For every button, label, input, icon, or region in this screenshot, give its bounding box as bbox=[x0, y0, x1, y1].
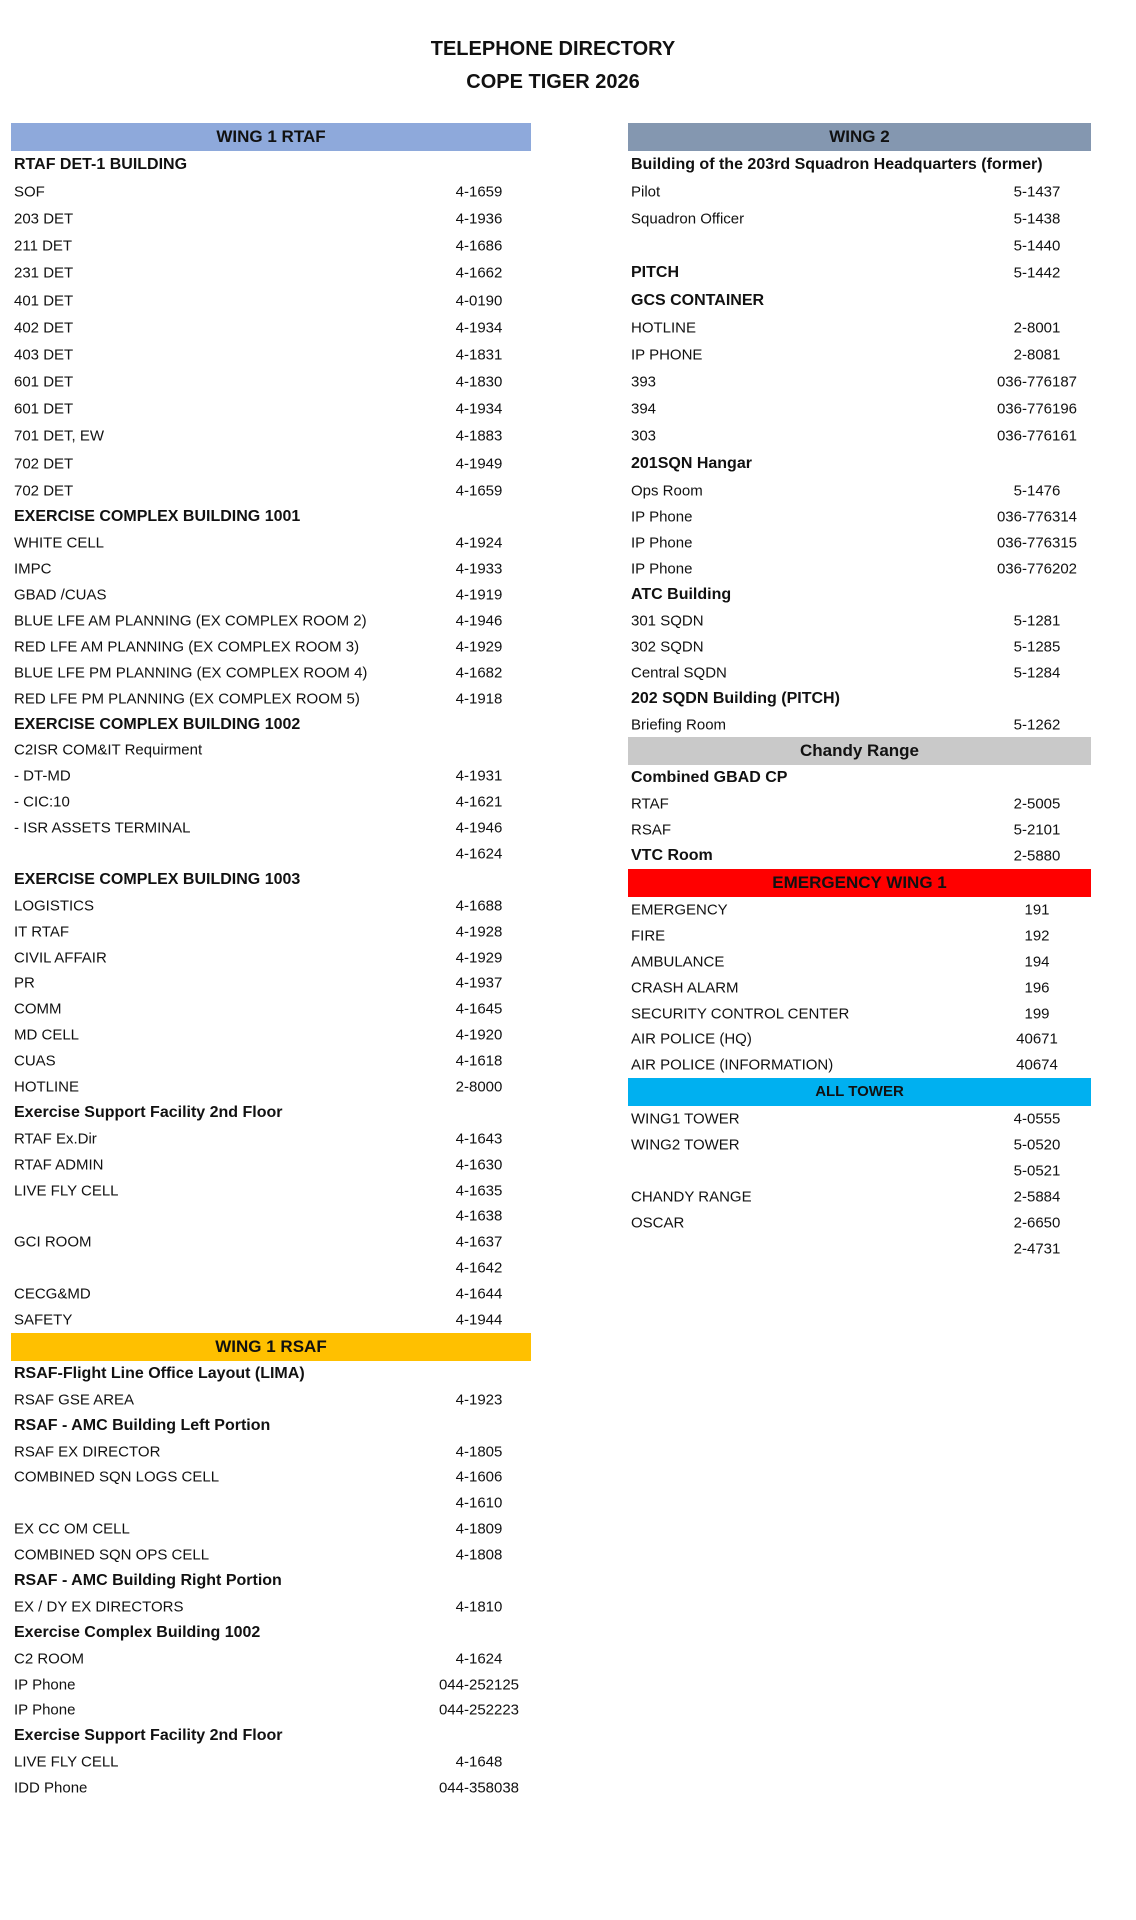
directory-entry bbox=[628, 1026, 1091, 1052]
entry-label: IP Phone bbox=[14, 1676, 76, 1694]
entry-label: CECG&MD bbox=[14, 1285, 91, 1303]
entry-label: SECURITY CONTROL CENTER bbox=[631, 1005, 850, 1023]
directory-entry bbox=[11, 1126, 531, 1152]
entry-label: 702 DET bbox=[14, 482, 74, 500]
phone-number: 4-1644 bbox=[455, 1285, 503, 1303]
directory-entry bbox=[11, 970, 531, 996]
phone-number: 4-1638 bbox=[455, 1207, 503, 1225]
directory-entry bbox=[628, 634, 1091, 660]
directory-entry bbox=[628, 1001, 1091, 1027]
phone-number: 4-1808 bbox=[455, 1546, 503, 1564]
entry-label: CHANDY RANGE bbox=[631, 1188, 752, 1206]
directory-entry bbox=[628, 205, 1091, 232]
directory-entry bbox=[628, 843, 1091, 869]
phone-number: 4-1929 bbox=[455, 638, 503, 656]
directory-entry bbox=[11, 1281, 531, 1307]
directory-entry bbox=[11, 1439, 531, 1465]
phone-number: 5-1440 bbox=[1013, 237, 1061, 255]
directory-entry bbox=[11, 815, 531, 841]
page-title: TELEPHONE DIRECTORY bbox=[430, 38, 676, 60]
phone-number: 5-1442 bbox=[1013, 264, 1061, 282]
entry-label: SOF bbox=[14, 183, 45, 201]
entry-label: 301 SQDN bbox=[631, 612, 704, 630]
entry-label: 202 SQDN Building (PITCH) bbox=[631, 689, 840, 707]
phone-number: 5-1262 bbox=[1013, 716, 1061, 733]
directory-entry bbox=[628, 975, 1091, 1001]
directory-entry bbox=[628, 923, 1091, 949]
subsection-heading bbox=[11, 712, 531, 738]
entry-label: SAFETY bbox=[14, 1311, 73, 1329]
directory-entry bbox=[628, 178, 1091, 205]
phone-number: 4-1924 bbox=[455, 534, 503, 552]
section-title: WING 1 RSAF bbox=[215, 1336, 327, 1356]
directory-entry bbox=[11, 789, 531, 815]
entry-label: EXERCISE COMPLEX BUILDING 1003 bbox=[14, 870, 301, 888]
entry-label: RTAF ADMIN bbox=[14, 1156, 104, 1174]
entry-label: RTAF Ex.Dir bbox=[14, 1130, 97, 1148]
directory-entry bbox=[11, 287, 531, 314]
entry-label: AIR POLICE (HQ) bbox=[631, 1030, 752, 1048]
phone-number: 4-1931 bbox=[455, 767, 503, 785]
section-header-chandy-range bbox=[628, 737, 1091, 765]
entry-label: GCS CONTAINER bbox=[631, 291, 765, 309]
phone-number: 4-1630 bbox=[455, 1156, 503, 1174]
directory-entry bbox=[11, 369, 531, 396]
phone-number: 4-1936 bbox=[455, 210, 503, 228]
subsection-heading bbox=[628, 582, 1091, 608]
entry-label: BLUE LFE PM PLANNING (EX COMPLEX ROOM 4) bbox=[14, 664, 368, 682]
phone-number: 036-776161 bbox=[996, 427, 1078, 445]
subsection-heading bbox=[11, 504, 531, 530]
phone-number: 036-776187 bbox=[996, 373, 1078, 391]
directory-entry bbox=[11, 1255, 531, 1281]
entry-label: IDD Phone bbox=[14, 1779, 88, 1797]
phone-number: 4-1929 bbox=[455, 949, 503, 967]
directory-entry bbox=[11, 582, 531, 608]
phone-number: 4-1830 bbox=[455, 373, 503, 391]
entry-label: Squadron Officer bbox=[631, 210, 745, 228]
phone-number: 5-1476 bbox=[1013, 482, 1061, 500]
subsection-heading bbox=[11, 1723, 531, 1749]
phone-number: 4-1688 bbox=[455, 897, 503, 915]
directory-entry bbox=[628, 1236, 1091, 1262]
phone-number: 044-358038 bbox=[438, 1779, 520, 1797]
left-column-directory bbox=[11, 123, 531, 1801]
entry-label: 702 DET bbox=[14, 455, 74, 473]
entry-label: RTAF DET-1 BUILDING bbox=[14, 155, 188, 173]
phone-number: 2-5005 bbox=[1013, 795, 1061, 813]
entry-label: 394 bbox=[631, 400, 657, 418]
directory-entry bbox=[628, 530, 1091, 556]
directory-entry bbox=[11, 945, 531, 971]
directory-entry bbox=[11, 841, 531, 867]
entry-label: CUAS bbox=[14, 1052, 56, 1070]
entry-label: RSAF bbox=[631, 821, 672, 839]
section-header-wing-1-rsaf bbox=[11, 1333, 531, 1361]
directory-entry bbox=[11, 1542, 531, 1568]
entry-label: IP Phone bbox=[631, 560, 693, 578]
entry-label: RSAF GSE AREA bbox=[14, 1391, 135, 1409]
phone-number: 5-1437 bbox=[1013, 183, 1061, 201]
phone-number: 4-1662 bbox=[455, 264, 503, 282]
phone-number: 5-1284 bbox=[1013, 664, 1061, 682]
phone-number: 036-776314 bbox=[996, 508, 1078, 526]
directory-entry bbox=[11, 1152, 531, 1178]
subsection-heading bbox=[11, 867, 531, 893]
directory-entry bbox=[11, 763, 531, 789]
directory-entry bbox=[11, 1698, 531, 1724]
directory-entry bbox=[11, 1490, 531, 1516]
directory-entry bbox=[11, 1646, 531, 1672]
entry-label: IP PHONE bbox=[631, 346, 703, 364]
directory-entry bbox=[628, 1052, 1091, 1078]
phone-number: 4-1610 bbox=[455, 1494, 503, 1512]
phone-number: 5-2101 bbox=[1013, 821, 1061, 839]
entry-label: GBAD /CUAS bbox=[14, 586, 107, 604]
entry-label: IP Phone bbox=[631, 534, 693, 552]
directory-entry bbox=[628, 791, 1091, 817]
entry-label: HOTLINE bbox=[14, 1078, 80, 1096]
entry-label: GCI ROOM bbox=[14, 1233, 92, 1251]
entry-label: RTAF bbox=[631, 795, 669, 813]
phone-number: 4-1624 bbox=[455, 845, 503, 863]
entry-label: Building of the 203rd Squadron Headquarters (former) bbox=[631, 155, 1043, 173]
entry-label: 402 DET bbox=[14, 319, 74, 337]
directory-entry bbox=[11, 1749, 531, 1775]
subsection-heading bbox=[11, 737, 531, 763]
entry-label: C2 ROOM bbox=[14, 1650, 85, 1668]
phone-number: 4-1934 bbox=[455, 319, 503, 337]
entry-label: Exercise Support Facility 2nd Floor bbox=[14, 1103, 283, 1121]
phone-number: 4-1918 bbox=[455, 690, 503, 708]
section-title: Chandy Range bbox=[799, 741, 920, 761]
phone-number: 4-1635 bbox=[455, 1182, 503, 1200]
phone-number: 4-1946 bbox=[455, 819, 503, 837]
section-header-emergency-wing-1 bbox=[628, 869, 1091, 897]
phone-number: 4-1810 bbox=[455, 1598, 503, 1616]
entry-label: 203 DET bbox=[14, 210, 74, 228]
directory-entry bbox=[11, 178, 531, 205]
entry-label: 403 DET bbox=[14, 346, 74, 364]
entry-label: IP Phone bbox=[14, 1701, 76, 1719]
phone-number: 2-8081 bbox=[1013, 346, 1061, 364]
directory-entry bbox=[11, 556, 531, 582]
phone-number: 4-1624 bbox=[455, 1650, 503, 1668]
subsection-heading bbox=[11, 1100, 531, 1126]
directory-entry bbox=[628, 477, 1091, 504]
phone-number: 40671 bbox=[1016, 1030, 1058, 1048]
directory-entry bbox=[628, 233, 1091, 260]
entry-label: RED LFE AM PLANNING (EX COMPLEX ROOM 3) bbox=[14, 638, 360, 656]
entry-label: LOGISTICS bbox=[14, 897, 95, 915]
directory-entry bbox=[628, 949, 1091, 975]
phone-number: 4-1937 bbox=[455, 974, 503, 992]
phone-number: 4-1946 bbox=[455, 612, 503, 630]
directory-entry bbox=[628, 396, 1091, 423]
directory-entry bbox=[11, 205, 531, 232]
phone-number: 4-1682 bbox=[455, 664, 503, 682]
phone-number: 4-1919 bbox=[455, 586, 503, 604]
directory-entry bbox=[11, 1387, 531, 1413]
directory-entry bbox=[628, 1158, 1091, 1184]
directory-entry bbox=[11, 1672, 531, 1698]
phone-number: 4-1645 bbox=[455, 1000, 503, 1018]
phone-number: 4-1934 bbox=[455, 400, 503, 418]
entry-label: EXERCISE COMPLEX BUILDING 1002 bbox=[14, 715, 301, 733]
phone-number: 036-776202 bbox=[996, 560, 1078, 578]
phone-number: 4-1920 bbox=[455, 1026, 503, 1044]
phone-number: 2-8001 bbox=[1013, 319, 1061, 337]
section-title: ALL TOWER bbox=[815, 1083, 904, 1101]
directory-entry bbox=[11, 893, 531, 919]
subsection-heading bbox=[11, 151, 531, 178]
phone-number: 4-1642 bbox=[455, 1259, 503, 1277]
directory-entry bbox=[11, 1178, 531, 1204]
entry-label: OSCAR bbox=[631, 1214, 685, 1232]
entry-label: 393 bbox=[631, 373, 657, 391]
entry-label: 231 DET bbox=[14, 264, 74, 282]
page-subtitle: COPE TIGER 2026 bbox=[466, 71, 640, 93]
entry-label: RSAF EX DIRECTOR bbox=[14, 1443, 161, 1461]
entry-label: VTC Room bbox=[631, 847, 713, 865]
entry-label: BLUE LFE AM PLANNING (EX COMPLEX ROOM 2) bbox=[14, 612, 367, 630]
subsection-heading bbox=[628, 686, 1091, 712]
phone-number: 4-1659 bbox=[455, 183, 503, 201]
directory-entry bbox=[628, 1106, 1091, 1132]
section-title: WING 2 bbox=[829, 127, 890, 146]
directory-entry bbox=[11, 233, 531, 260]
directory-entry bbox=[11, 1048, 531, 1074]
directory-entry bbox=[628, 712, 1091, 738]
directory-entry bbox=[628, 660, 1091, 686]
phone-number: 2-8000 bbox=[455, 1078, 503, 1096]
entry-label: - CIC:10 bbox=[14, 793, 70, 811]
phone-number: 2-5880 bbox=[1013, 847, 1061, 865]
phone-number: 5-1438 bbox=[1013, 210, 1061, 228]
phone-number: 044-252223 bbox=[438, 1701, 520, 1719]
section-title: WING 1 RTAF bbox=[216, 127, 326, 146]
entry-label: LIVE FLY CELL bbox=[14, 1753, 119, 1771]
entry-label: WING2 TOWER bbox=[631, 1136, 740, 1154]
directory-entry bbox=[11, 1465, 531, 1491]
directory-entry bbox=[628, 260, 1091, 287]
entry-label: FIRE bbox=[631, 927, 666, 945]
directory-entry bbox=[11, 1022, 531, 1048]
directory-entry bbox=[628, 1210, 1091, 1236]
phone-number: 40674 bbox=[1016, 1056, 1058, 1074]
entry-label: Pilot bbox=[631, 183, 661, 201]
entry-label: WING1 TOWER bbox=[631, 1110, 740, 1128]
subsection-heading bbox=[11, 1361, 531, 1387]
phone-number: 194 bbox=[1024, 953, 1050, 971]
directory-entry bbox=[628, 817, 1091, 843]
section-title: EMERGENCY WING 1 bbox=[772, 873, 947, 893]
entry-label: IMPC bbox=[14, 560, 52, 578]
phone-number: 4-0555 bbox=[1013, 1110, 1061, 1128]
phone-number: 4-1637 bbox=[455, 1233, 503, 1251]
directory-entry bbox=[11, 396, 531, 423]
subsection-heading bbox=[628, 151, 1091, 178]
directory-entry bbox=[11, 314, 531, 341]
entry-label: 601 DET bbox=[14, 400, 74, 418]
section-header-all-tower bbox=[628, 1078, 1091, 1106]
phone-number: 4-1805 bbox=[455, 1443, 503, 1461]
entry-label: 701 DET, EW bbox=[14, 427, 105, 445]
directory-entry bbox=[11, 260, 531, 287]
directory-entry bbox=[11, 1516, 531, 1542]
directory-entry bbox=[11, 1203, 531, 1229]
directory-entry bbox=[628, 556, 1091, 582]
subsection-heading bbox=[11, 1413, 531, 1439]
directory-entry bbox=[628, 369, 1091, 396]
entry-label: RSAF - AMC Building Left Portion bbox=[14, 1416, 271, 1434]
entry-label: CIVIL AFFAIR bbox=[14, 949, 107, 967]
section-header-wing-2 bbox=[628, 123, 1091, 151]
entry-label: 303 bbox=[631, 427, 657, 445]
phone-number: 4-1621 bbox=[455, 793, 503, 811]
phone-number: 4-1928 bbox=[455, 923, 503, 941]
directory-entry bbox=[628, 504, 1091, 530]
directory-entry bbox=[11, 1775, 531, 1801]
directory-entry bbox=[11, 450, 531, 477]
entry-label: COMBINED SQN LOGS CELL bbox=[14, 1468, 220, 1486]
entry-label: RSAF - AMC Building Right Portion bbox=[14, 1572, 282, 1589]
entry-label: RSAF-Flight Line Office Layout (LIMA) bbox=[14, 1364, 305, 1382]
directory-entry bbox=[11, 341, 531, 368]
phone-number: 4-1923 bbox=[455, 1391, 503, 1409]
entry-label: PITCH bbox=[631, 264, 679, 282]
entry-label: COMM bbox=[14, 1000, 62, 1018]
phone-number: 4-1933 bbox=[455, 560, 503, 578]
directory-entry bbox=[628, 897, 1091, 923]
directory-entry bbox=[11, 1307, 531, 1333]
entry-label: EXERCISE COMPLEX BUILDING 1001 bbox=[14, 508, 301, 526]
phone-number: 4-1606 bbox=[455, 1468, 503, 1486]
phone-number: 5-0520 bbox=[1013, 1136, 1061, 1154]
directory-entry bbox=[11, 477, 531, 504]
directory-entry bbox=[628, 314, 1091, 341]
entry-label: Ops Room bbox=[631, 482, 703, 500]
phone-number: 196 bbox=[1024, 979, 1050, 997]
entry-label: LIVE FLY CELL bbox=[14, 1182, 119, 1200]
directory-entry bbox=[11, 919, 531, 945]
entry-label: RED LFE PM PLANNING (EX COMPLEX ROOM 5) bbox=[14, 690, 360, 708]
phone-number: 4-1831 bbox=[455, 346, 503, 364]
phone-number: 4-1618 bbox=[455, 1052, 503, 1070]
entry-label: Central SQDN bbox=[631, 664, 727, 682]
subsection-heading bbox=[628, 765, 1091, 791]
directory-entry bbox=[628, 423, 1091, 450]
entry-label: 211 DET bbox=[14, 237, 73, 255]
directory-entry bbox=[628, 341, 1091, 368]
entry-label: WHITE CELL bbox=[14, 534, 105, 552]
phone-number: 5-1281 bbox=[1013, 612, 1061, 630]
entry-label: - ISR ASSETS TERMINAL bbox=[14, 819, 191, 837]
phone-number: 191 bbox=[1024, 901, 1050, 919]
entry-label: EX CC OM CELL bbox=[14, 1520, 130, 1538]
directory-entry bbox=[11, 1074, 531, 1100]
entry-label: IP Phone bbox=[631, 508, 693, 526]
subsection-heading bbox=[628, 450, 1091, 477]
phone-number: 036-776196 bbox=[996, 400, 1078, 418]
section-header-wing-1-rtaf bbox=[11, 123, 531, 151]
entry-label: 302 SQDN bbox=[631, 638, 704, 656]
phone-number: 4-0190 bbox=[455, 292, 503, 310]
phone-number: 4-1659 bbox=[455, 482, 503, 500]
directory-entry bbox=[11, 634, 531, 660]
directory-entry bbox=[628, 608, 1091, 634]
entry-label: PR bbox=[14, 974, 35, 992]
entry-label: - DT-MD bbox=[14, 767, 71, 785]
entry-label: 201SQN Hangar bbox=[631, 454, 752, 472]
entry-label: ATC Building bbox=[631, 586, 732, 604]
entry-label: HOTLINE bbox=[631, 319, 697, 337]
subsection-heading bbox=[628, 287, 1091, 314]
phone-number: 4-1809 bbox=[455, 1520, 503, 1538]
entry-label: C2ISR COM&IT Requirment bbox=[14, 741, 203, 759]
phone-number: 4-1944 bbox=[455, 1311, 503, 1329]
entry-label: 401 DET bbox=[14, 292, 74, 310]
directory-entry bbox=[11, 996, 531, 1022]
phone-number: 044-252125 bbox=[438, 1676, 520, 1694]
entry-label: IT RTAF bbox=[14, 923, 70, 941]
phone-number: 2-6650 bbox=[1013, 1214, 1061, 1232]
phone-number: 5-1285 bbox=[1013, 638, 1061, 656]
entry-label: Exercise Complex Building 1002 bbox=[14, 1623, 261, 1641]
entry-label: AMBULANCE bbox=[631, 953, 725, 971]
phone-number: 5-0521 bbox=[1013, 1162, 1061, 1180]
directory-entry bbox=[11, 1594, 531, 1620]
directory-entry bbox=[11, 686, 531, 712]
phone-number: 4-1883 bbox=[455, 427, 503, 445]
directory-entry bbox=[11, 530, 531, 556]
entry-label: AIR POLICE (INFORMATION) bbox=[631, 1056, 834, 1074]
right-column-directory bbox=[628, 123, 1091, 1262]
phone-number: 4-1648 bbox=[455, 1753, 503, 1771]
directory-entry bbox=[11, 423, 531, 450]
entry-label: Combined GBAD CP bbox=[631, 769, 788, 787]
directory-entry bbox=[11, 608, 531, 634]
entry-label: MD CELL bbox=[14, 1026, 80, 1044]
phone-number: 036-776315 bbox=[996, 534, 1078, 552]
subsection-heading bbox=[11, 1568, 531, 1594]
entry-label: CRASH ALARM bbox=[631, 979, 739, 997]
phone-number: 4-1686 bbox=[455, 237, 503, 255]
phone-number: 199 bbox=[1024, 1005, 1050, 1023]
directory-entry bbox=[628, 1132, 1091, 1158]
phone-number: 2-5884 bbox=[1013, 1188, 1061, 1206]
phone-number: 4-1949 bbox=[455, 455, 503, 473]
phone-number: 4-1643 bbox=[455, 1130, 503, 1148]
directory-entry bbox=[11, 660, 531, 686]
directory-entry bbox=[628, 1184, 1091, 1210]
entry-label: COMBINED SQN OPS CELL bbox=[14, 1546, 210, 1564]
entry-label: 601 DET bbox=[14, 373, 74, 391]
subsection-heading bbox=[11, 1620, 531, 1646]
entry-label: Briefing Room bbox=[631, 716, 727, 733]
phone-number: 2-4731 bbox=[1013, 1240, 1061, 1258]
entry-label: EX / DY EX DIRECTORS bbox=[14, 1598, 184, 1616]
entry-label: EMERGENCY bbox=[631, 901, 728, 919]
phone-number: 192 bbox=[1024, 927, 1050, 945]
entry-label: Exercise Support Facility 2nd Floor bbox=[14, 1727, 283, 1745]
directory-entry bbox=[11, 1229, 531, 1255]
